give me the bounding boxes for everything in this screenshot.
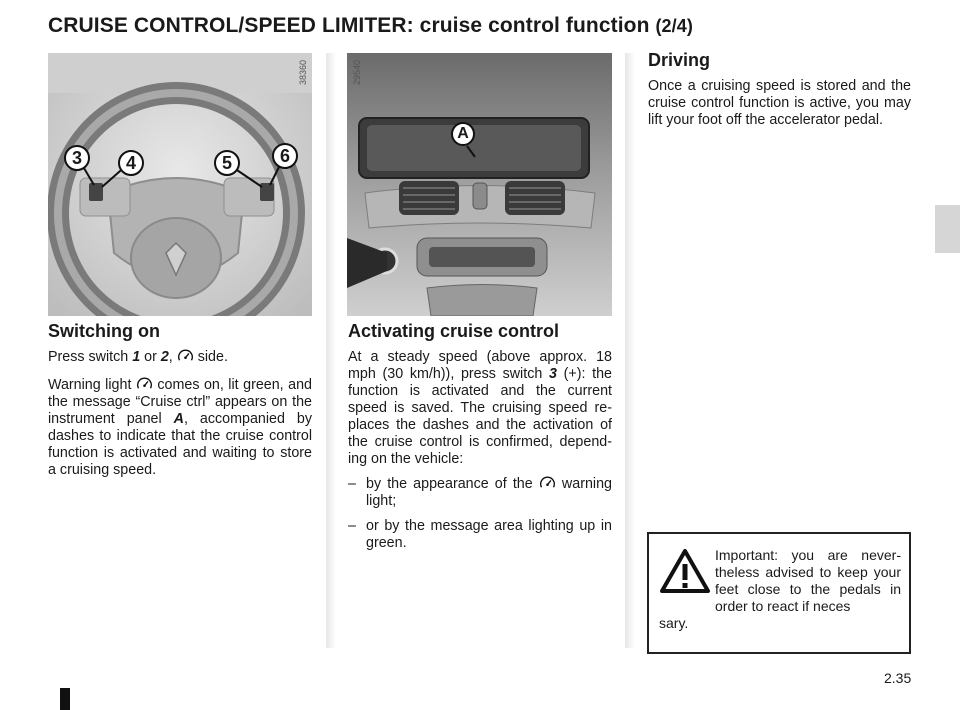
- text-fragment: Warning light: [48, 377, 136, 393]
- text-fragment: warning light;: [366, 476, 613, 509]
- dashboard-photo: [347, 53, 612, 316]
- driving-para: Once a cruising speed is stored and the cruise control function is active, you may lift your foot off the accelerator pedal.: [648, 78, 911, 128]
- column-divider-2: [625, 53, 635, 648]
- cruise-control-icon: [539, 476, 556, 490]
- text-fragment: At a steady speed (above approx. 18 mph (30 km/h)), press switch: [348, 349, 612, 382]
- title-text: CRUISE CONTROL/SPEED LIMITER: cruise control function: [48, 14, 650, 37]
- warning-triangle-icon: [659, 548, 711, 594]
- callout-a-label: A: [457, 125, 469, 142]
- text-fragment: comes on, lit green, and the message “Cruise ctrl” appears on the instrument panel: [48, 377, 312, 427]
- callout-a: [451, 122, 475, 146]
- switch-number: 3: [548, 366, 557, 382]
- cruise-control-icon: [136, 377, 153, 391]
- activating-heading: Activating cruise control: [348, 321, 560, 341]
- section-side-tab: [935, 205, 960, 253]
- important-notice-text: Important: you are nevertheless advised to keep your feet close to the pedals in order to react if neces: [715, 547, 901, 614]
- text-fragment: (+): the function is activated and the current speed is saved. The cruising speed replaces the dashes and the activation of the cruise control is confirmed, depending on the vehicle:: [348, 366, 612, 467]
- switching-on-heading: Switching on: [48, 321, 160, 341]
- text-fragment: side.: [193, 349, 228, 365]
- corner-mark: [60, 688, 70, 710]
- text-fragment: by the appearance of the: [366, 476, 539, 492]
- list-dash: –: [348, 518, 356, 534]
- callout-6-label: 6: [279, 146, 290, 166]
- dashboard-illustration: [347, 53, 612, 316]
- page-number: 2.35: [884, 670, 912, 686]
- callout-3: [64, 145, 90, 171]
- callout-5: [214, 150, 240, 176]
- steering-wheel-illustration: [48, 53, 312, 316]
- page-title: [48, 14, 693, 38]
- dashboard-photo-ref: 29540: [352, 59, 362, 85]
- steering-wheel-photo: [48, 53, 312, 316]
- column-divider-1: [326, 53, 336, 648]
- switching-on-para-2: [48, 377, 312, 479]
- steering-photo-ref: 38360: [298, 59, 308, 85]
- panel-letter: A: [173, 411, 184, 427]
- callout-6: [272, 143, 298, 169]
- text-fragment: or: [140, 349, 161, 365]
- activating-para: [348, 349, 612, 468]
- list-item-text: or by the message area lighting up in green.: [366, 518, 612, 551]
- title-part: (2/4): [655, 16, 693, 36]
- driving-heading: Driving: [648, 50, 711, 70]
- callout-4: [118, 150, 144, 176]
- callout-3-label: 3: [71, 148, 82, 168]
- switch-number: 2: [160, 349, 169, 365]
- text-fragment: Press switch: [48, 349, 133, 365]
- cruise-control-icon: [177, 349, 194, 363]
- list-item-text: [366, 476, 612, 510]
- callout-4-label: 4: [125, 153, 136, 173]
- text-fragment: ,: [168, 349, 177, 365]
- activating-list-item-2: [348, 518, 612, 554]
- text-fragment: , accompanied by dashes to indicate that the cruise control function is activated and waiting to store a cruising speed.: [48, 411, 312, 478]
- switching-on-para-1: [48, 349, 312, 366]
- callout-5-label: 5: [221, 153, 232, 173]
- switch-number: 1: [132, 349, 141, 365]
- list-dash: –: [348, 476, 356, 492]
- important-notice-text-end: sary.: [659, 615, 689, 631]
- important-notice-box: [647, 532, 911, 654]
- activating-list-item-1: [348, 476, 612, 512]
